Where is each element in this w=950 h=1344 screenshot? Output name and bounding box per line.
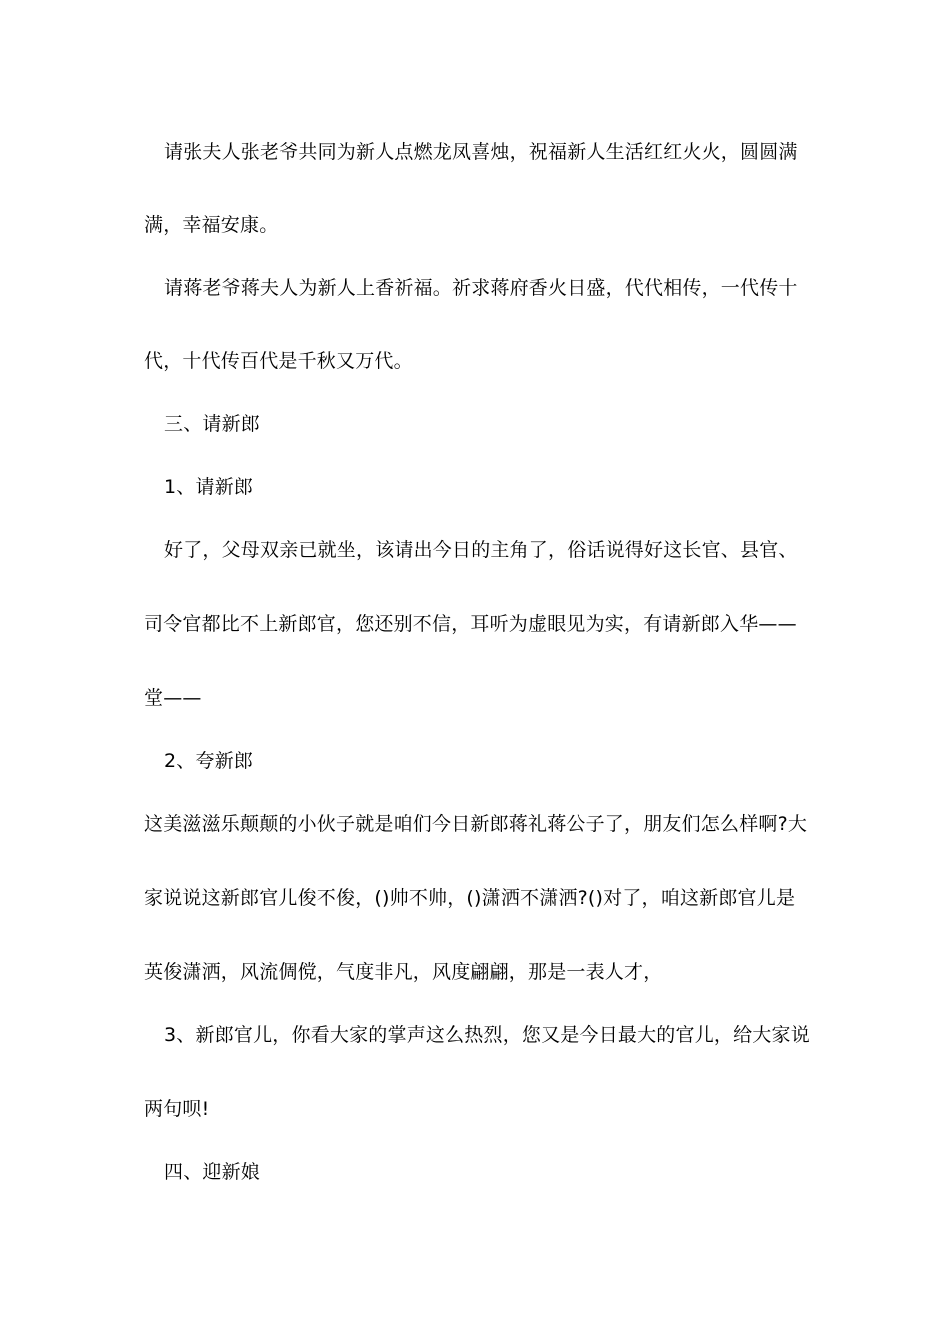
paragraph-line-9: 堂—— xyxy=(144,687,202,709)
section-heading-4: 四、迎新娘 xyxy=(164,1161,261,1183)
paragraph-line-13: 英俊潇洒，风流倜傥，气度非凡，风度翩翩，那是一表人才， xyxy=(144,961,663,983)
paragraph-line-2: 满，幸福安康。 xyxy=(144,214,279,236)
paragraph-line-14: 3、新郎官儿，你看大家的掌声这么热烈，您又是今日最大的官儿，给大家说 xyxy=(164,1024,810,1046)
paragraph-line-11: 这美滋滋乐颠颠的小伙子就是咱们今日新郎蒋礼蒋公子了，朋友们怎么样啊?大 xyxy=(144,813,808,835)
paragraph-line-12: 家说说这新郎官儿俊不俊，()帅不帅，()潇洒不潇洒?()对了，咱这新郎官儿是 xyxy=(144,887,796,909)
paragraph-line-15: 两句呗! xyxy=(144,1098,210,1120)
section-heading-3: 三、请新郎 xyxy=(164,413,261,435)
subheading-2: 2、夸新郎 xyxy=(164,750,254,772)
paragraph-line-8: 司令官都比不上新郎官，您还别不信，耳听为虚眼见为实，有请新郎入华—— xyxy=(144,613,797,635)
paragraph-line-3: 请蒋老爷蒋夫人为新人上香祈福。祈求蒋府香火日盛，代代相传，一代传十 xyxy=(164,277,798,299)
paragraph-line-7: 好了，父母双亲已就坐，该请出今日的主角了，俗话说得好这长官、县官、 xyxy=(164,539,798,561)
subheading-1: 1、请新郎 xyxy=(164,476,254,498)
paragraph-line-4: 代，十代传百代是千秋又万代。 xyxy=(144,350,413,372)
paragraph-line-1: 请张夫人张老爷共同为新人点燃龙凤喜烛，祝福新人生活红红火火，圆圆满 xyxy=(164,141,798,163)
